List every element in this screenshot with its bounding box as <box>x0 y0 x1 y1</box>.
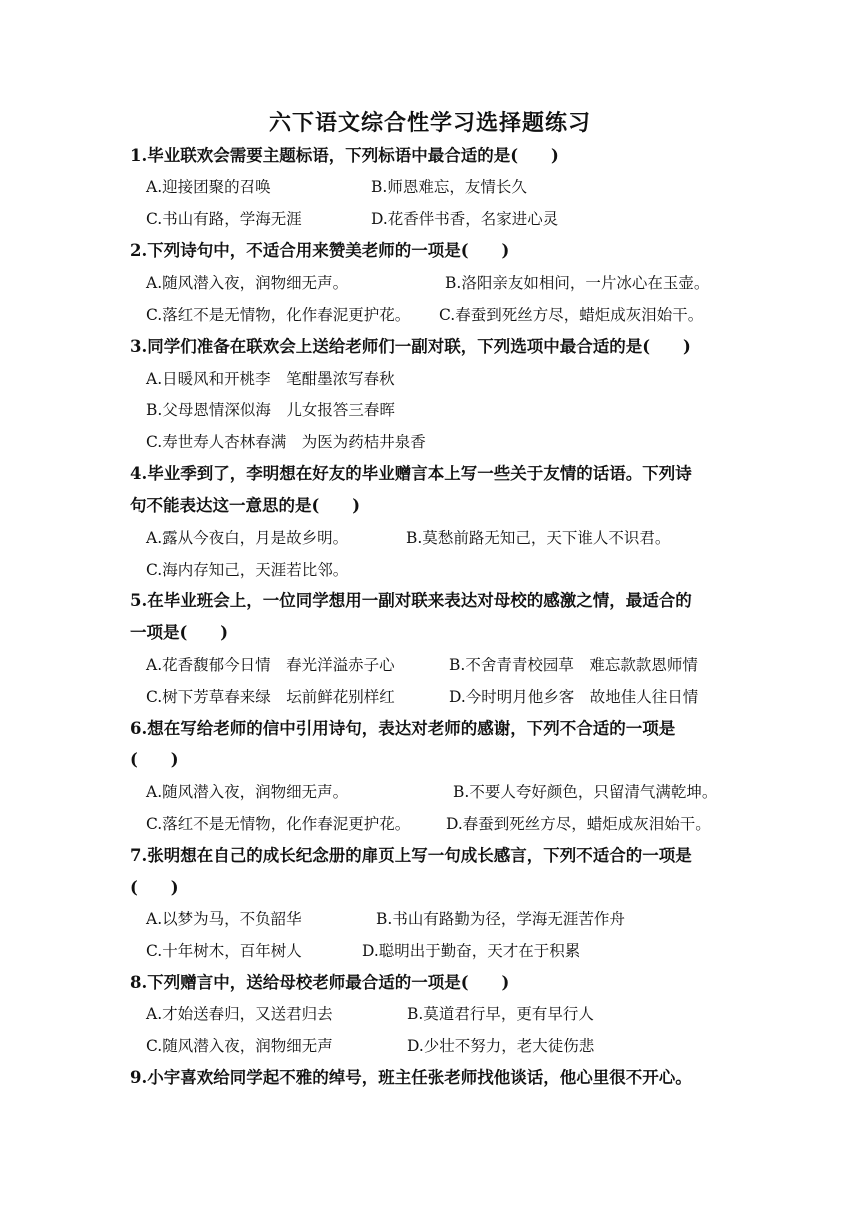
option: D.春蚕到死丝方尽，蜡炬成灰泪始干。 <box>446 815 711 833</box>
question-stem: 2.下列诗句中，不适合用来赞美老师的一项是( ) <box>130 241 510 260</box>
question-stem: 3.同学们准备在联欢会上送给老师们一副对联，下列选项中最合适的是( ) <box>130 337 691 356</box>
option: B.洛阳亲友如相问，一片冰心在玉壶。 <box>445 274 710 292</box>
option: D.今时明月他乡客 故地佳人往日情 <box>449 688 699 706</box>
question-stem: 7.张明想在自己的成长纪念册的扉页上写一句成长感言，下列不适合的一项是 <box>130 846 692 865</box>
option: B.不要人夸好颜色，只留清气满乾坤。 <box>453 783 718 801</box>
option: A.随风潜入夜，润物细无声。 <box>146 274 349 292</box>
option: C.落红不是无情物，化作春泥更护花。 <box>146 306 411 324</box>
question-stem: 句不能表达这一意思的是( ) <box>130 496 361 515</box>
option: C.落红不是无情物，化作春泥更护花。 <box>146 815 411 833</box>
option: A.才始送春归，又送君归去 <box>146 1005 333 1023</box>
option: C.树下芳草春来绿 坛前鲜花别样红 <box>146 688 395 706</box>
option: B.书山有路勤为径，学海无涯苦作舟 <box>376 910 625 928</box>
option: B.莫愁前路无知己，天下谁人不识君。 <box>406 529 671 547</box>
question-stem: 1.毕业联欢会需要主题标语，下列标语中最合适的是( ) <box>130 146 559 165</box>
option: B.父母恩情深似海 儿女报答三春晖 <box>146 401 395 419</box>
page-title: 六下语文综合性学习选择题练习 <box>268 110 591 136</box>
question-stem: ( ) <box>130 878 179 897</box>
option: B.不舍青青校园草 难忘款款恩师情 <box>449 656 698 674</box>
option: A.花香馥郁今日情 春光洋溢赤子心 <box>146 656 395 674</box>
option: C.随风潜入夜，润物细无声 <box>146 1037 333 1055</box>
question-stem: 9.小宇喜欢给同学起不雅的绰号，班主任张老师找他谈话，他心里很不开心。 <box>130 1068 692 1087</box>
option: D.聪明出于勤奋，天才在于积累 <box>362 942 581 960</box>
option: A.露从今夜白，月是故乡明。 <box>146 529 349 547</box>
question-stem: 8.下列赠言中，送给母校老师最合适的一项是( ) <box>130 973 510 992</box>
question-stem: 4.毕业季到了，李明想在好友的毕业赠言本上写一些关于友情的话语。下列诗 <box>130 464 692 483</box>
question-stem: 5.在毕业班会上，一位同学想用一副对联来表达对母校的感激之情，最适合的 <box>130 591 692 610</box>
option: B.师恩难忘，友情长久 <box>371 178 527 196</box>
option: B.莫道君行早，更有早行人 <box>407 1005 594 1023</box>
question-stem: 一项是( ) <box>130 623 229 642</box>
option: D.花香伴书香，名家进心灵 <box>371 210 559 228</box>
option: C.寿世寿人杏林春满 为医为药桔井泉香 <box>146 433 426 451</box>
option: C.春蚕到死丝方尽，蜡炬成灰泪始干。 <box>439 306 704 324</box>
option: C.十年树木，百年树人 <box>146 942 302 960</box>
question-stem: ( ) <box>130 750 179 769</box>
option: A.以梦为马，不负韶华 <box>146 910 302 928</box>
option: C.海内存知己，天涯若比邻。 <box>146 561 349 579</box>
option: C.书山有路，学海无涯 <box>146 210 302 228</box>
question-stem: 6.想在写给老师的信中引用诗句，表达对老师的感谢，下列不合适的一项是 <box>130 719 676 738</box>
option: D.少壮不努力，老大徒伤悲 <box>407 1037 595 1055</box>
option: A.日暖风和开桃李 笔酣墨浓写春秋 <box>146 370 395 388</box>
option: A.随风潜入夜，润物细无声。 <box>146 783 349 801</box>
option: A.迎接团聚的召唤 <box>146 178 271 196</box>
